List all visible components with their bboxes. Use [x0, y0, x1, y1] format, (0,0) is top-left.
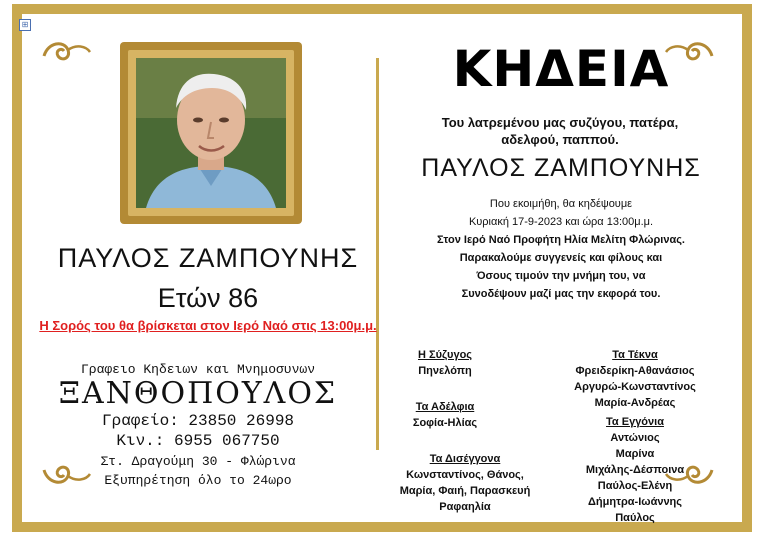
relative-name: Φρειδερίκη-Αθανάσιος: [575, 365, 695, 377]
deceased-name-left: ΠΑΥΛΟΣ ΖΑΜΠΟΥΝΗΣ: [57, 243, 359, 273]
relative-name: Αργυρώ-Κωνσταντίνος: [574, 381, 696, 393]
relatives-siblings: [390, 399, 500, 431]
funeral-home-service-hours: Εξυπηρέτηση όλο το 24ωρο: [104, 473, 292, 488]
relatives-heading: Τα Αδέλφια: [415, 401, 475, 413]
portrait-photo: [136, 58, 286, 208]
relative-name: Παύλος: [615, 512, 655, 524]
relative-name: Δήμητρα-Ιωάννης: [588, 496, 682, 508]
relative-name: Παύλος-Ελένη: [597, 480, 673, 492]
relative-name: Αντώνιος: [610, 432, 660, 444]
portrait-illustration: [136, 58, 286, 208]
deceased-age: Ετών 86: [157, 283, 259, 313]
announcement-line: Συνοδέψουν μαζί μας την εκφορά του.: [461, 288, 661, 300]
funeral-home-name: Γραφειο Κηδειων και Μνημοσυνων: [80, 362, 316, 377]
relatives-heading: Τα Δισέγγονα: [429, 453, 501, 465]
portrait-frame: [120, 42, 302, 224]
relative-name: Πηνελόπη: [418, 365, 472, 377]
relatives-heading: Η Σύζυγος: [417, 349, 473, 361]
relative-name: Ραφαηλία: [439, 501, 491, 513]
notice-title: ΚΗΔΕΙΑ: [452, 40, 670, 98]
announcement-line: Παρακαλούμε συγγενείς και φίλους και: [459, 252, 663, 264]
relatives-spouse: [390, 347, 500, 379]
announcement-line: Που εκοιμήθη, θα κηδέψουμε: [489, 198, 633, 210]
relative-name: Μαρία-Ανδρέας: [594, 397, 676, 409]
relative-name: Σοφία-Ηλίας: [412, 417, 478, 429]
table-move-handle-icon[interactable]: ⊞: [19, 19, 31, 31]
deceased-name-right: ΠΑΥΛΟΣ ΖΑΜΠΟΥΝΗΣ: [421, 154, 701, 182]
relatives-grandchildren: [555, 414, 715, 526]
relatives-heading: Τα Τέκνα: [612, 349, 658, 361]
relative-name: Κωνσταντίνος, Θάνος,: [406, 469, 524, 481]
relatives-children: [555, 347, 715, 411]
announcement-datetime: Κυριακή 17-9-2023 και ώρα 13:00μ.μ.: [468, 216, 654, 228]
announcement-line: Όσους τιμούν την μνήμη του, να: [476, 270, 646, 282]
body-location-notice: Η Σορός του θα βρίσκεται στον Ιερό Ναό στις 13:00μ.μ.: [39, 318, 377, 333]
funeral-home-mobile-phone: Κιν.: 6955 067750: [116, 432, 280, 450]
relative-name: Μιχάλης-Δέσποινα: [585, 464, 685, 476]
funeral-home-brand: ΞΑΝΘΟΠΟΥΛΟΣ: [58, 376, 338, 411]
intro-line: Του λατρεμένου μας συζύγου, πατέρα,: [441, 115, 679, 130]
ornament-top-left-icon: [40, 38, 92, 64]
announcement-church: Στον Ιερό Ναό Προφήτη Ηλία Μελίτη Φλώρινας.: [437, 234, 685, 246]
intro-text: [410, 114, 710, 148]
relative-name: Μαρία, Φαιή, Παρασκευή: [399, 485, 531, 497]
funeral-home-office-phone: Γραφείο: 23850 26998: [101, 412, 295, 430]
relative-name: Μαρίνα: [615, 448, 655, 460]
funeral-home-address: Στ. Δραγούμη 30 - Φλώρινα: [100, 454, 296, 469]
relatives-heading: Τα Εγγόνια: [606, 416, 664, 428]
intro-line: αδελφού, παππού.: [501, 132, 619, 147]
relatives-great-grandchildren: [385, 451, 545, 515]
